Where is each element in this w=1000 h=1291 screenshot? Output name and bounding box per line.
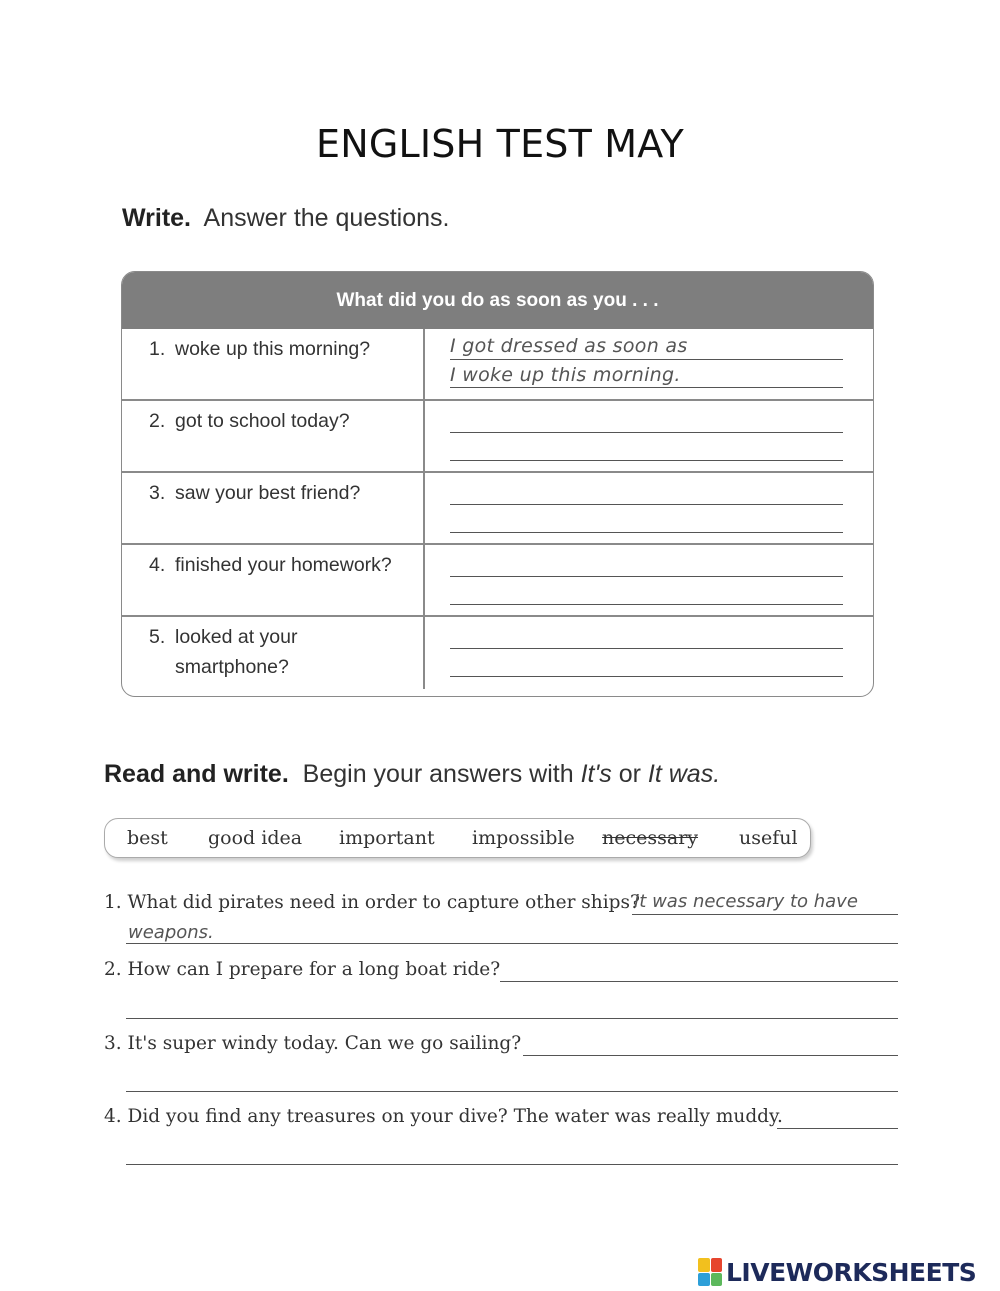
page-title: ENGLISH TEST MAY [316,122,684,166]
answer-line[interactable] [450,648,843,649]
exercise2-question: 2. How can I prepare for a long boat ride? [104,959,501,980]
word-bank-item: useful [739,827,798,849]
instruction-its: It's [580,760,612,788]
answer-line[interactable] [126,1018,898,1019]
logo-block [711,1273,723,1287]
logo-block [698,1258,710,1272]
word-bank-item: impossible [472,827,575,849]
row-divider [122,471,873,473]
instruction-itwas: It was. [647,760,721,788]
exercise2-instruction-bold: Read and write. [104,760,289,788]
question-text: finished your homework? [175,554,392,576]
exercise2-question: 4. Did you find any treasures on your dive? The water was really muddy. [104,1106,783,1127]
question-number: 4. [149,554,166,576]
row-divider [122,615,873,617]
word-bank-item-crossed: necessary [602,827,699,849]
answer-text: I got dressed as soon as [450,335,688,357]
answer-line[interactable] [450,504,843,505]
instruction-or: or [618,760,641,788]
exercise1-instruction-text: Answer the questions. [203,204,450,232]
exercise2-instruction [104,760,720,789]
question-number: 2. [149,410,166,432]
exercise2-instruction-text: Begin your answers with [302,760,574,788]
row-divider [122,399,873,401]
word-bank-item: best [127,827,168,849]
answer-line[interactable] [632,914,898,915]
answer-line[interactable] [450,359,843,360]
table-row-question [149,550,392,580]
word-bank-item: good idea [208,827,303,849]
question-text: saw your best friend? [175,482,361,504]
exercise1-instruction-bold: Write. [122,204,191,232]
word-bank [104,818,811,858]
exercise1-instruction [122,204,450,233]
question-text: got to school today? [175,410,350,432]
table-header: What did you do as soon as you . . . [122,272,873,329]
answer-line[interactable] [450,432,843,433]
answer-line[interactable] [450,387,843,388]
answer-line[interactable] [450,604,843,605]
answer-text: I woke up this morning. [450,364,681,386]
answer-text: It was necessary to have [634,891,858,912]
question-number: 3. [149,482,166,504]
answer-line[interactable] [500,981,898,982]
table-column-divider [423,329,425,689]
liveworksheets-logo [698,1255,976,1289]
answer-line[interactable] [523,1055,898,1056]
table-row-question [149,622,298,682]
exercise2-question: 1. What did pirates need in order to capture other ships? [104,892,640,913]
logo-block [711,1258,723,1272]
logo-block [698,1273,710,1287]
questions-table [121,271,874,697]
answer-line[interactable] [126,943,898,944]
question-number: 5. [149,626,166,648]
question-text: looked at your [175,626,298,648]
logo-icon [698,1258,722,1286]
question-text: woke up this morning? [175,338,371,360]
answer-line[interactable] [450,460,843,461]
answer-line[interactable] [450,676,843,677]
exercise2-question: 3. It's super windy today. Can we go sailing? [104,1033,522,1054]
question-text-continued: smartphone? [175,656,289,678]
question-number: 1. [149,338,166,360]
word-bank-item: important [339,827,435,849]
row-divider [122,543,873,545]
table-row-question [149,406,350,436]
table-row-question [149,478,360,508]
answer-line[interactable] [450,576,843,577]
answer-line[interactable] [126,1164,898,1165]
table-row-question [149,334,370,364]
answer-text: weapons. [128,922,214,943]
answer-line[interactable] [126,1091,898,1092]
logo-text: LIVEWORKSHEETS [726,1257,977,1287]
answer-line[interactable] [777,1128,898,1129]
answer-line[interactable] [450,532,843,533]
